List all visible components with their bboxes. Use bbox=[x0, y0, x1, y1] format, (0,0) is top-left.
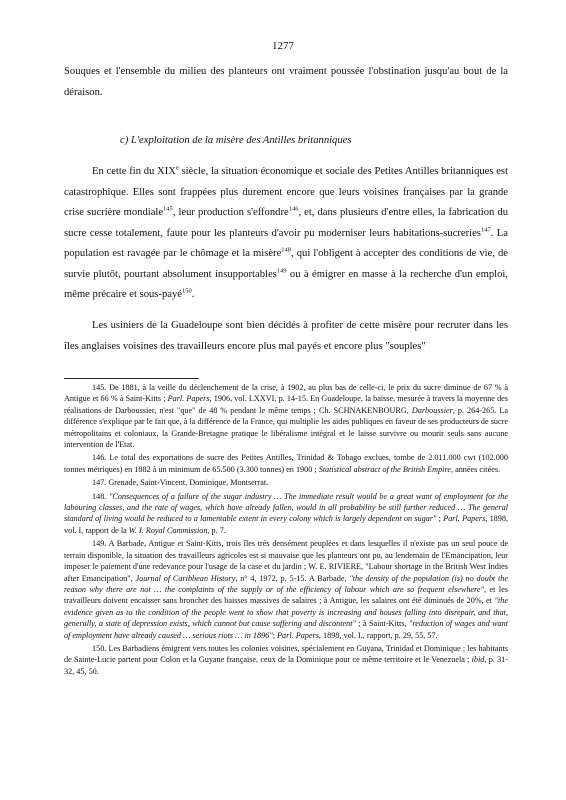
page-number: 1277 bbox=[272, 40, 294, 52]
text-run: , et, dans plusieurs d'entre elles, la fabrication du sucre cesse totalement, faute pour les planteurs d'avoir pu moderniser leurs habitations-sucreries bbox=[64, 207, 508, 239]
text-run: 146. Le total des exportations de sucre des Petites Antilles, Trinidad & Tobago exclues, tombe de 2.011.000 cwt (102.000 tonnes métriques) en 1882 à un minimum de 65.500 (3.300 tonnes) en 1900 ; bbox=[64, 453, 508, 474]
text-run: ; à Saint-Kitts, bbox=[355, 619, 409, 629]
footnote-ref-147[interactable]: 147 bbox=[480, 225, 491, 233]
footnote-149 bbox=[64, 538, 508, 641]
text-run: , 1898, vol. I., rapport, p. 29, 55, 57. bbox=[318, 630, 438, 640]
text-run: , 1906, vol. LXXVI, p. 14-15. En Guadeloupe, la baisse, mesurée à travers la moyenne des réalisations de Darboussier, n'est "que" de 48 % pendant le même temps ; Ch. SCHNAKENBOURG, bbox=[64, 394, 508, 415]
footnote-148 bbox=[64, 491, 508, 537]
section-heading: c) L'exploitation de la misère des Antilles britanniques bbox=[120, 135, 352, 146]
footnote-ref-148[interactable]: 148 bbox=[281, 246, 292, 254]
text-run: , et les travailleurs doivent encaisser sans broncher des baisses massives de salaires ; à Antigue, les salaires ont été diminués de 20%, et bbox=[64, 584, 508, 606]
italic-run: "the evidence given as to the condition of the people went to show that poverty is increasing and houses falling into disrepair, and that, generally, a state of depression exists, which cannot but cause suffering and discontent" bbox=[64, 596, 508, 629]
footnote-ref-146[interactable]: 146 bbox=[288, 205, 299, 213]
italic-run: Statistical abstract of the British Empire bbox=[318, 464, 451, 474]
text-run: , p. 7. bbox=[207, 525, 226, 535]
text-run: 145. De 1881, à la veille du déclenchement de la crise, à 1902, au plus bas de celle-ci, le prix du sucre diminue de 67 % à Antigue et 66 % à Saint-Kitts ; bbox=[64, 383, 508, 404]
text-run: ou à émigrer en masse à la recherche d'un emploi, même précaire et sous-payé bbox=[64, 268, 508, 300]
text-run: 148. bbox=[92, 491, 109, 501]
footnote-ref-145[interactable]: 145 bbox=[163, 205, 173, 213]
text-run: , leur production s'effondre bbox=[172, 207, 289, 218]
italic-run: Parl. Papers bbox=[167, 394, 210, 404]
paragraph-crisis bbox=[64, 162, 508, 306]
text-run: 150. Les Barbadiens émigrent vers toutes les colonies voisines, spécialement en Guyana, Trinidad et Dominique ; les habitants de Sainte-Lucie partent pour Colon et la Guyane française, ceux de la Dominique pour ce même territoire et le Venezuela ; bbox=[64, 643, 508, 665]
paragraph-continuation: Souques et l'ensemble du milieu des planteurs ont vraiment poussée l'obstination jusqu'au bout de la déraison. bbox=[64, 66, 508, 98]
italic-run: W. I. Royal Commission bbox=[128, 525, 208, 535]
italic-run: "reduction of wages and want of employment have already caused … serious riots … in 1896" bbox=[64, 619, 509, 640]
text-run: , années citées. bbox=[450, 464, 501, 474]
italic-run: ibid bbox=[471, 655, 485, 665]
footnote-146 bbox=[64, 452, 508, 475]
italic-run: Parl. Papers bbox=[443, 514, 486, 524]
italic-run: Parl. Papers bbox=[277, 630, 319, 640]
text-run: , p. 264-265. La différence s'explique par le fait que, à la différence de la France, qui multiplie les aides publiques en faveur de ses producteurs de sucre métropolitains et coloniaux, la Grande-Bretagne pratique le libéralisme intégral et le laisse survivre ou mourir seuls sans aucune intervention de l'Etat. bbox=[64, 405, 508, 450]
italic-run: Journal of Caribbean History bbox=[135, 573, 236, 583]
footnote-separator bbox=[64, 378, 199, 379]
text-run: . La population est ravagée par le chômage et la misère bbox=[64, 227, 508, 259]
italic-run: Darboussier bbox=[411, 405, 453, 415]
text-run: 149. A Barbade, Antigue et Saint-Kitts, trois îles très densément peuplées et dans lesquelles il n'existe pas un seul pouce de terrain disponible, la situation des travailleurs agricoles est si mauvaise que les planteurs ont pu, au lendemain de l'Emancipation, leur imposer le paiement d'une redevance pour l'usage de la case et du jardin ; W. E. RIVIERE, "Labour shortage in the British West Indies after Emancipation", bbox=[64, 539, 508, 583]
footnote-145 bbox=[64, 382, 508, 450]
text-run: , n° 4, 1972, p. 5-15. A Barbade, bbox=[235, 573, 350, 583]
text-run: En cette fin du XIX bbox=[92, 166, 176, 177]
paragraph-usiniers: Les usiniers de la Guadeloupe sont bien décidés à profiter de cette misère pour recruter dans les îles anglaises voisines des travailleurs encore plus mal payés et encore plus "souples" bbox=[64, 320, 508, 352]
italic-run: "the density of the population (is) no doubt the reason why there are not … the complaints of the supply or of the efficiency of labour which are so frequent elsewhere" bbox=[64, 573, 509, 594]
footnote-147: 147. Grenade, Saint-Vincent, Dominique, Montserrat. bbox=[92, 478, 269, 488]
text-run: , p. 31-32, 45, 50. bbox=[64, 655, 508, 676]
footnote-ref-150[interactable]: 150 bbox=[181, 287, 192, 295]
footnote-150 bbox=[64, 643, 508, 677]
text-run: ; bbox=[272, 630, 278, 640]
footnotes bbox=[64, 382, 508, 679]
text-run: . bbox=[191, 289, 195, 300]
century-superscript: e bbox=[175, 164, 179, 172]
text-run: , 1898, vol. I, rapport de la bbox=[64, 514, 508, 535]
text-run: ; bbox=[436, 514, 444, 524]
footnote-ref-149[interactable]: 149 bbox=[276, 266, 287, 274]
italic-run: "Consequences of a failure of the sugar industry … The immediate result would be a great want of employment for the labouring classes, and the rate of wages, which have already fallen, would in all probability be still further reduced … The general standard of living would be reduced to a lamentable extent in every colony which is largely dependent on sugar" bbox=[64, 491, 508, 524]
text-run: siècle, la situation économique et sociale des Petites Antilles britanniques est catastrophique. Elles sont frappées plus durement encore que leurs voisines françaises par la grande crise sucrière mondiale bbox=[64, 166, 508, 218]
text-run: , qui l'obligent à accepter des conditions de vie, de survie plutôt, pourtant absolument insupportables bbox=[64, 248, 509, 280]
